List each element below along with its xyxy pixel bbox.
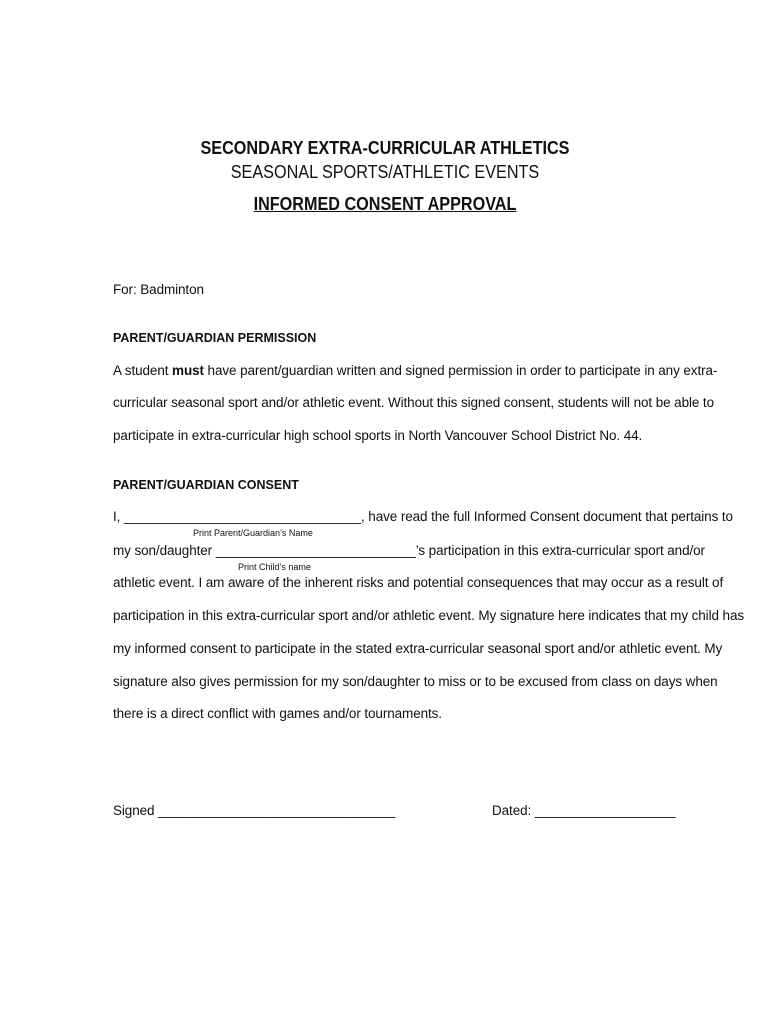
title-seasonal-sports: SEASONAL SPORTS/ATHLETIC EVENTS bbox=[230, 162, 540, 182]
consent-heading: PARENT/GUARDIAN CONSENT bbox=[113, 478, 299, 492]
permission-heading: PARENT/GUARDIAN PERMISSION bbox=[113, 331, 317, 345]
consent-line-5: my informed consent to participate in the stated extra-curricular seasonal sport and/or athletic event. My bbox=[113, 641, 723, 656]
permission-line-1a: A student bbox=[113, 363, 173, 378]
for-sport-line: For: Badminton bbox=[113, 282, 204, 297]
caption-child-name: Print Child’s name bbox=[238, 562, 311, 572]
title-athletics: SECONDARY EXTRA-CURRICULAR ATHLETICS bbox=[200, 138, 570, 158]
must-emphasis: must bbox=[172, 363, 204, 378]
permission-line-2: curricular seasonal sport and/or athletic event. Without this signed consent, students will not be able to bbox=[113, 395, 714, 410]
consent-line-7: there is a direct conflict with games and/or tournaments. bbox=[113, 706, 442, 721]
permission-line-1c: have parent/guardian written and signed permission in order to participate in any extra- bbox=[203, 363, 718, 378]
consent-line-3: athletic event. I am aware of the inherent risks and potential consequences that may occur as a result of bbox=[113, 575, 724, 590]
signature-field: Signed ________________________________ bbox=[113, 803, 396, 818]
consent-line-parent-name: I, ________________________________, have read the full Informed Consent document that pertains to bbox=[113, 509, 733, 524]
caption-parent-name: Print Parent/Guardian’s Name bbox=[193, 528, 313, 538]
date-field: Dated: ___________________ bbox=[492, 803, 676, 818]
permission-line-3: participate in extra-curricular high school sports in North Vancouver School District No. 44. bbox=[113, 428, 643, 443]
title-informed-consent: INFORMED CONSENT APPROVAL bbox=[253, 194, 517, 214]
consent-line-4: participation in this extra-curricular sport and/or athletic event. My signature here indicates that my child has bbox=[113, 608, 745, 623]
consent-line-6: signature also gives permission for my son/daughter to miss or to be excused from class on days when bbox=[113, 674, 718, 689]
permission-line-1 bbox=[113, 363, 718, 378]
consent-line-child-name: my son/daughter ___________________________’s participation in this extra-curricular sport and/or bbox=[113, 543, 705, 558]
